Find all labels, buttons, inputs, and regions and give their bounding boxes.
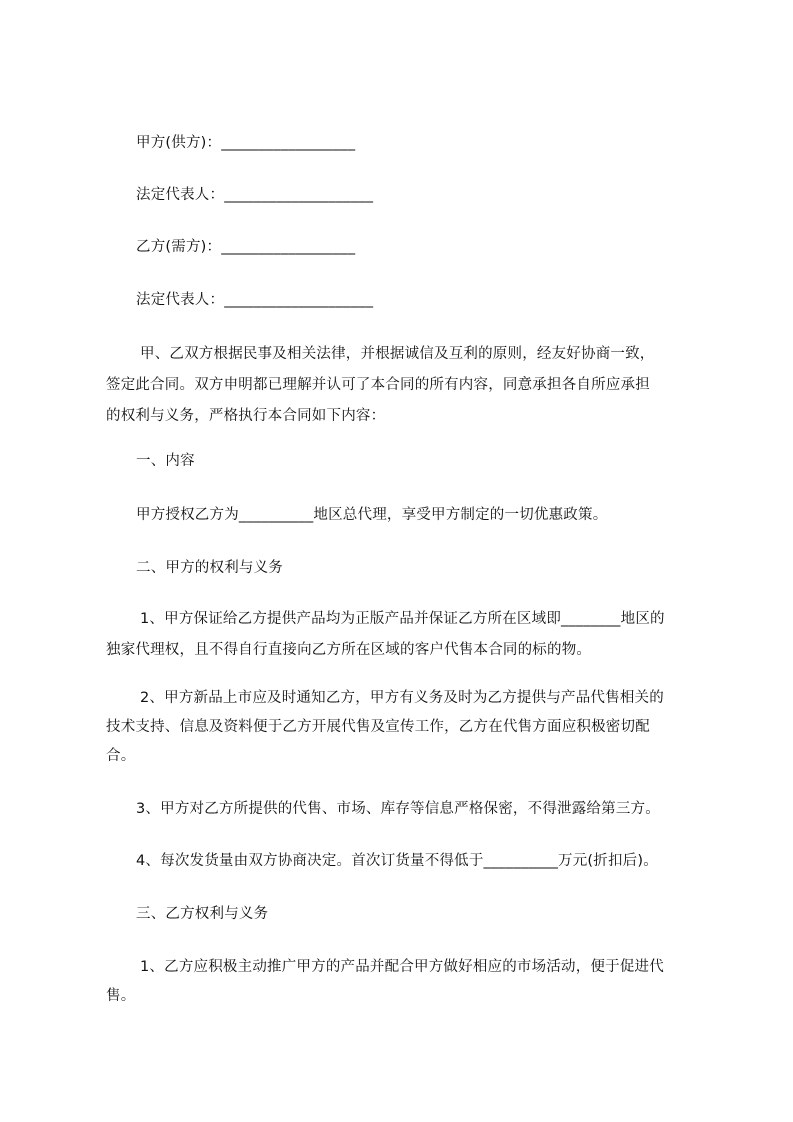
party-a-legal-rep-field: 法定代表人：____________________ (136, 187, 374, 203)
section-1-title: 一、内容 (136, 453, 195, 469)
section-1-text: 甲方授权乙方为__________地区总代理，享受甲方制定的一切优惠政策。 (136, 507, 608, 523)
section-2-item-2-line-2: 技术支持、信息及资料便于乙方开展代售及宣传工作，乙方在代售方面应积极密切配 (106, 719, 650, 735)
preamble-line-3: 的权利与义务，严格执行本合同如下内容： (106, 408, 386, 424)
section-2-item-4: 4、每次发货量由双方协商决定。首次订货量不得低于__________万元(折扣后)。 (136, 853, 658, 869)
section-2-title: 二、甲方的权利与义务 (136, 560, 283, 576)
section-2-item-1-line-1: 1、甲方保证给乙方提供产品均为正版产品并保证乙方所在区域即________地区的 (140, 611, 665, 627)
section-2-item-1-line-2: 独家代理权，且不得自行直接向乙方所在区域的客户代售本合同的标的物。 (106, 642, 592, 658)
section-2-item-2-line-3: 合。 (106, 748, 136, 764)
party-b-demander-field: 乙方(需方)：__________________ (136, 239, 356, 255)
section-3-item-1-line-1: 1、乙方应积极主动推广甲方的产品并配合甲方做好相应的市场活动，便于促进代 (140, 959, 664, 975)
section-3-item-1-line-2: 售。 (106, 988, 136, 1004)
preamble-line-1: 甲、乙双方根据民事及相关法律，并根据诚信及互利的原则，经友好协商一致， (140, 346, 655, 362)
party-b-legal-rep-field: 法定代表人：____________________ (136, 292, 374, 308)
section-2-item-2-line-1: 2、甲方新品上市应及时通知乙方，甲方有义务及时为乙方提供与产品代售相关的 (140, 690, 664, 706)
section-3-title: 三、乙方权利与义务 (136, 906, 269, 922)
party-a-supplier-field: 甲方(供方)：__________________ (136, 135, 356, 151)
preamble-line-2: 签定此合同。双方申明都已理解并认可了本合同的所有内容，同意承担各自所应承担 (106, 377, 650, 393)
section-2-item-3: 3、甲方对乙方所提供的代售、市场、库存等信息严格保密，不得泄露给第三方。 (136, 801, 660, 817)
